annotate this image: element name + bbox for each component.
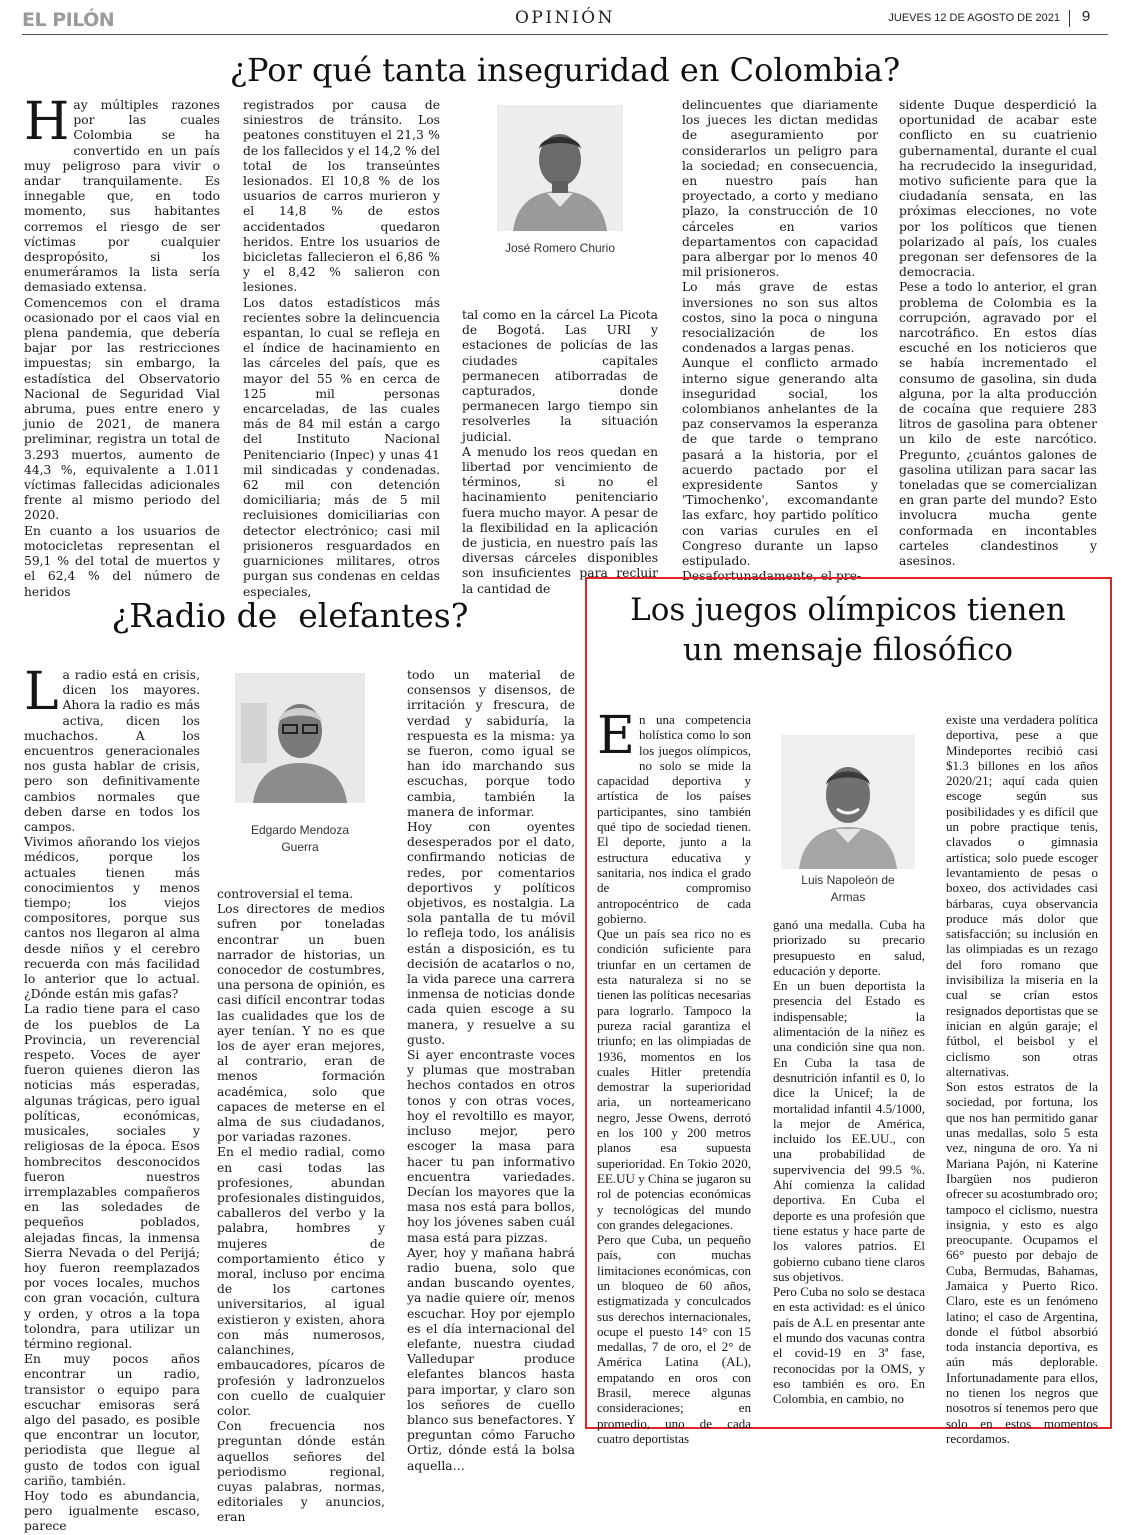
article2-author-line1: Edgardo Mendoza	[250, 823, 350, 837]
article3-title-line2: un mensaje filosófico	[682, 632, 1014, 668]
issue-date: JUEVES 12 DE AGOSTO DE 2021	[888, 12, 1060, 24]
article1-column-1-text: ay múltiples razones por las cuales Colombia se ha convertido en un país muy peligroso para vivir o andar tranquilamente. Es innegable que, en todo momento, sus habitantes corremos el riesgo de ser víctimas por cualquier despropósito, si los enumeráramos la lista sería demasiado extensa. Comencemos con el drama ocasionado por el caos vial en plena pandemia, que debería bajar por las restricciones impuestas; sin embargo, la estadística del Observatorio Nacional de Seguridad Vial abruma, pues entre enero y junio de 2021, de manera preliminar, registra un total de 3.293 muertos, aumento de 44,3 %, equivalente a 1.011 víctimas fallecidas adicionales frente al mismo periodo del 2020. En cuanto a los usuarios de motocicletas representan el 59,1 % del total de muertos y el 62,4 % del número de heridos	[24, 98, 220, 599]
article3-author	[768, 872, 928, 906]
article2-author	[220, 822, 380, 856]
article3-column-2-text: ganó una medalla. Cuba ha priorizado su precario presupuesto en salud, educación y deporte. En un buen deportista la presencia del Estado es indispensable; la alimentación de la niñez es una condición sine qua non. En Cuba la tasa de desnutrición infantil es 0, lo dice la Unicef; la de mortalidad infantil 4.5/1000, la mejor de América, incluido los EE.UU., con una probabilidad de supervivencia del 99.5 %. Ahí comienza la calidad deportiva. En Cuba el deporte es una profesión que tiene estatus y hace parte de los valores patrios. El gobierno cubano tiene claros sus objetivos. Pero Cuba no solo se destaca en esta actividad: es el único país de A.L en presentar ante el mundo dos vacunas contra el covid-19 en 3ª fase, reconocidas por la OMS, y eso también es oro. En Colombia, en cambio, no	[773, 917, 925, 1407]
article2-column-2-text: controversial el tema. Los directores de medios sufren por toneladas encontrar un buen narrador de historias, un conocedor de costumbres, una persona de opinión, es casi difícil encontrar todas las cualidades que los de ayer tenían. Y no es que los de ayer eran mejores, al contrario, eran de menos formación académica, solo que capaces de meterse en el alma de sus ciudadanos, por variadas razones. En el medio radial, como en casi todas las profesiones, abundan profesionales distinguidos, caballeros del verbo y la palabra, hombres y mujeres de comportamiento ético y moral, incluso por encima de los cartones universitarios, al igual existieron y existen, ahora con más numerosos, calanchines, embaucadores, pícaros de profesión y ladronzuelos con cuello de cualquier color. Con frecuencia nos preguntan dónde están aquellos señores del periodismo regional, cuyas palabras, normas, editoriales y anuncios, eran	[217, 887, 385, 1525]
article3-drop-cap: E	[597, 706, 635, 766]
article2-author-line2: Guerra	[281, 840, 319, 854]
article1-column-4	[682, 98, 878, 584]
author-portrait-icon	[781, 735, 915, 869]
article1-column-5	[899, 98, 1097, 569]
article1-column-5-text: sidente Duque desperdició la oportunidad de acabar este conflicto en su cuatrienio gubernamental, durante el cual ha recrudecido la inseguridad, motivo suficiente para que la ciudadanía sensata, en las próximas elecciones, no vote por los políticos que tienen polarizado al país, los cuales pregonan ser defensores de la democracia. Pese a todo lo anterior, el gran problema de Colombia es la corrupción, agravado por el narcotráfico. En estos días escuché en los noticieros que se había incrementado el consumo de gasolina, sin duda alguna, por la alta producción de cocaína que requiere 283 litros de gasolina para obtener un kilo de este narcótico. Pregunto, ¿cuántos galones de gasolina utilizan para sacar las toneladas que se comercializan en gran parte del mundo? Esto involucra mucha gente conformada en incontables carteles clandestinos y asesinos.	[899, 98, 1097, 569]
author-portrait-icon	[235, 673, 365, 803]
article1-column-2-text: registrados por causa de siniestros de tránsito. Los peatones constituyen el 21,3 % de los fallecidos y el 14,2 % del total de los transeúntes lesionados. El 10,8 % de los usuarios de carros murieron y el 14,8 % de estos accidentados quedaron heridos. Entre los usuarios de bicicletas fallecieron el 6,86 % y el 8,42 % salieron con lesiones. Los datos estadísticos más recientes sobre la delincuencia espantan, lo cual se refleja en el índice de hacinamiento en las cárceles del país, que es mayor del 55 % en cerca de 125 mil personas encarceladas, de las cuales más de 84 mil están a cargo del Instituto Nacional Penitenciario (Inpec) y unas 41 mil sindicadas y condenadas. 62 mil con detención domiciliaria; más de 5 mil recluisiones domiciliarias con detector electrónico; casi mil prisioneros resguardados en guarniciones militares, otros purgan sus condenas en celdas especiales,	[243, 98, 440, 599]
article1-author: José Romero Churio	[504, 241, 616, 255]
article2-column-1	[24, 662, 200, 1534]
article3-title-line1: Los juegos olímpicos tienen	[630, 592, 1066, 628]
article2-author-photo	[235, 673, 365, 803]
article1-column-2	[243, 98, 440, 599]
article2-column-3-text: todo un material de consensos y disensos, de irritación y frescura, de verdad y sabiduría, la respuesta es la misma: ya se fueron, como igual se han ido marchando sus escuchas, porque todo cambia, también la manera de informar. Hoy con oyentes desesperados por el dato, confirmando noticias de redes, por comentarios deportivos y políticos objetivos, es nostalgia. La sola pantalla de tu móvil lo refleja todo, los análisis están a disposición, es tu decisión de acatarlos o no, la vida parece una carrera inmensa de noticias donde cada quien escoge a su manera, y resuelve a su gusto. Si ayer encontraste voces y plumas que mostraban hechos contados en otros tonos y con otras voces, hoy el revoltillo es mayor, incluso mejor, pero escoger la masa para hacer tu pan informativo encuentra variedades. Decían los mayores que la masa nos está para bollos, hoy los jóvenes saben cuál masa está para pizzas. Ayer, hoy y mañana habrá radio buena, solo que andan buscando oyentes, ya nadie quiere oír, menos escuchar. Hoy por ejemplo es el día internacional del elefante, nuestra ciudad Valledupar produce elefantes blancos hasta para importar, y claro son los señores de cuello blanco sus benefactores. Y preguntan cómo Farucho Ortiz, dónde está la bolsa aquella…	[407, 668, 575, 1473]
article2-title: ¿Radio de elefantes?	[111, 596, 469, 635]
article3-column-1	[597, 706, 751, 1446]
article3-title	[592, 590, 1104, 670]
article3-column-3	[946, 712, 1098, 1446]
article3-column-2	[773, 917, 925, 1418]
article1-column-4-text: delincuentes que diariamente los jueces les dictan medidas de aseguramiento por considerarlos un peligro para la sociedad; en consecuencia, en nuestro país han proyectado, a corto y mediano plazo, la construcción de 10 cárceles en varios departamentos con capacidad para albergar por lo menos 40 mil prisioneros. Lo más grave de estas inversiones no son sus altos costos, sino la poca o ninguna resocialización de los condenados a largas penas. Aunque el conflicto armado interno sigue generando alta inseguridad social, los colombianos anhelantes de la paz conservamos la esperanza de que tarde o temprano pasará a la historia, por el acuerdo pactado por el expresidente Santos y 'Timochenko', excomandante las exfarc, hoy partido político con varias curules en el Congreso durante un lapso estipulado. Desafortunadamente, el pre-	[682, 98, 878, 584]
article1-column-3-text: tal como en la cárcel La Picota de Bogotá. Las URI y estaciones de policías de las ciudades capitales permanecen atiborradas de capturados, donde permanecen largo tiempo sin resolverles la situación judicial. A menudo los reos quedan en libertad por vencimiento de términos, si no el hacinamiento penitenciario fuera mucho mayor. A pesar de la flexibilidad en la aplicación de justicia, en nuestro país las diversas cárceles disponibles son insuficientes para recluir la cantidad de	[462, 308, 658, 596]
article1-title: ¿Por qué tanta inseguridad en Colombia?	[229, 51, 901, 89]
article2-drop-cap: L	[24, 662, 59, 722]
article1-column-3	[462, 308, 658, 596]
article1-column-1	[24, 92, 220, 599]
header-rule	[22, 34, 1108, 35]
article2-column-1-text: a radio está en crisis, dicen los mayores. Ahora la radio es más activa, dicen los muchachos. A los encuentros generacionales nos gusta hablar de crisis, pero son definitivamente cambios normales que deben darse en todos los campos. Vivimos añorando los viejos médicos, porque los actuales tienen más conocimientos y menos tiempo; los viejos compositores, porque sus cantos nos llegaron al alma desde niños y el cerebro recuerda con más facilidad lo anterior que lo actual. ¿Dónde están mis gafas? La radio tiene para el caso de los pueblos de La Provincia, un reverencial respeto. Voces de ayer fueron quienes dieron las noticias más esperadas, algunas trágicas, pero igual políticas, económicas, musicales, sociales y religiosas de la época. Esos hombrecitos desconocidos fueron nuestros irremplazables compañeros en las soledades de pequeños poblados, alejadas fincas, la inmensa Sierra Nevada o del Perijá; hoy fueron reemplazados por voces locales, muchos con gran vocación, cultura y orden, y otros a la topa tolondra, para utilizar un término regional. En muy pocos años encontrar un radio, transistor o equipo para escuchar emisoras será algo del pasado, es posible que encontrar un locutor, periodista que llegue al gusto de todos con igual cariño, también. Hoy todo es abundancia, pero igualmente escaso, parece	[24, 668, 200, 1534]
article3-author-line1: Luis Napoleón de	[801, 873, 895, 887]
article2-column-2	[217, 887, 385, 1525]
author-portrait-icon	[497, 105, 623, 231]
article1-author-photo	[497, 105, 623, 231]
article3-column-3-text: existe una verdadera política deportiva, pese a que Mindeportes recibió casi $1.3 billones en los años 2020/21; aquí cada quien escoge según sus posibilidades y es difícil que un pobre practique tenis, clavados o gimnasia artística; solo puede escoger levantamiento de pesas o boxeo, dos actividades casi bárbaras, cuya observancia produce más dolor que satisfacción; su inclusión en las olimpiadas es un rezago del foro romano que invisibiliza la miseria en la cual se crían estos resignados deportistas que se inician en algún garaje; el fútbol, el beisbol y el ciclismo son otras alternativas. Son estos estratos de la sociedad, por fortuna, los que nos han permitido ganar unas medallas, solo 5 esta vez, ninguna de oro. Ya ni Mariana Pajón, ni Katerine Ibargüen nos pudieron ofrecer su acostumbrado oro; tampoco el ciclismo, nuestra insignia, y esto es algo preocupante. Ocupamos el 66° puesto por debajo de Cuba, Bermudas, Bahamas, Jamaica y Puerto Rico. Claro, este es un fenómeno latino; el caso de Argentina, donde el fútbol absorbió toda instancia deportiva, es aún más deplorable. Infortunadamente para ellos, no tienen los negros que nosotros sí tenemos pero que solo en estos momentos recordamos.	[946, 712, 1098, 1446]
article3-author-photo	[781, 735, 915, 869]
masthead-logo[interactable]	[22, 9, 132, 37]
section-name: OPINIÓN	[515, 8, 615, 28]
logo-text: EL PILÓN	[22, 9, 115, 31]
header-separator	[1069, 10, 1070, 27]
article1-drop-cap: H	[24, 92, 70, 152]
article3-author-line2: Armas	[830, 890, 866, 904]
article2-column-3	[407, 668, 575, 1473]
article3-column-1-text: n una competencia holística como lo son los juegos olímpicos, no solo se mide la capacidad deportiva y artística de los países participantes, sino también qué tipo de sociedad tienen. El deporte, junto a la estructura educativa y sanitaria, nos indica el grado de compromiso antropocéntrico de cada gobierno. Que un país sea rico no es condición suficiente para triunfar en un certamen de esta naturaleza si no se tienen las políticas necesarias para lograrlo. Tampoco la pureza racial garantiza el triunfo; en las olimpiadas de 1936, momentos en los cuales Hitler pretendía demostrar la superioridad aria, un norteamericano negro, Jesse Owens, derrotó en los 100 y 200 metros planos esa supuesta superioridad. En Tokio 2020, EE.UU y China se jugaron su rol de potencias económicas y tecnológicas del mundo con grandes delegaciones. Pero que Cuba, un pequeño país, con muchas limitaciones económicas, con un bloqueo de 60 años, estigmatizada y conculcados sus derechos internacionales, ocupe el puesto 14° con 15 medallas, 7 de oro, el 2° de América Latina (AL), empatando en oros con Brasil, merece algunas consideraciones; en promedio, uno de cada cuatro deportistas	[597, 712, 751, 1446]
page-number: 9	[1081, 8, 1091, 25]
